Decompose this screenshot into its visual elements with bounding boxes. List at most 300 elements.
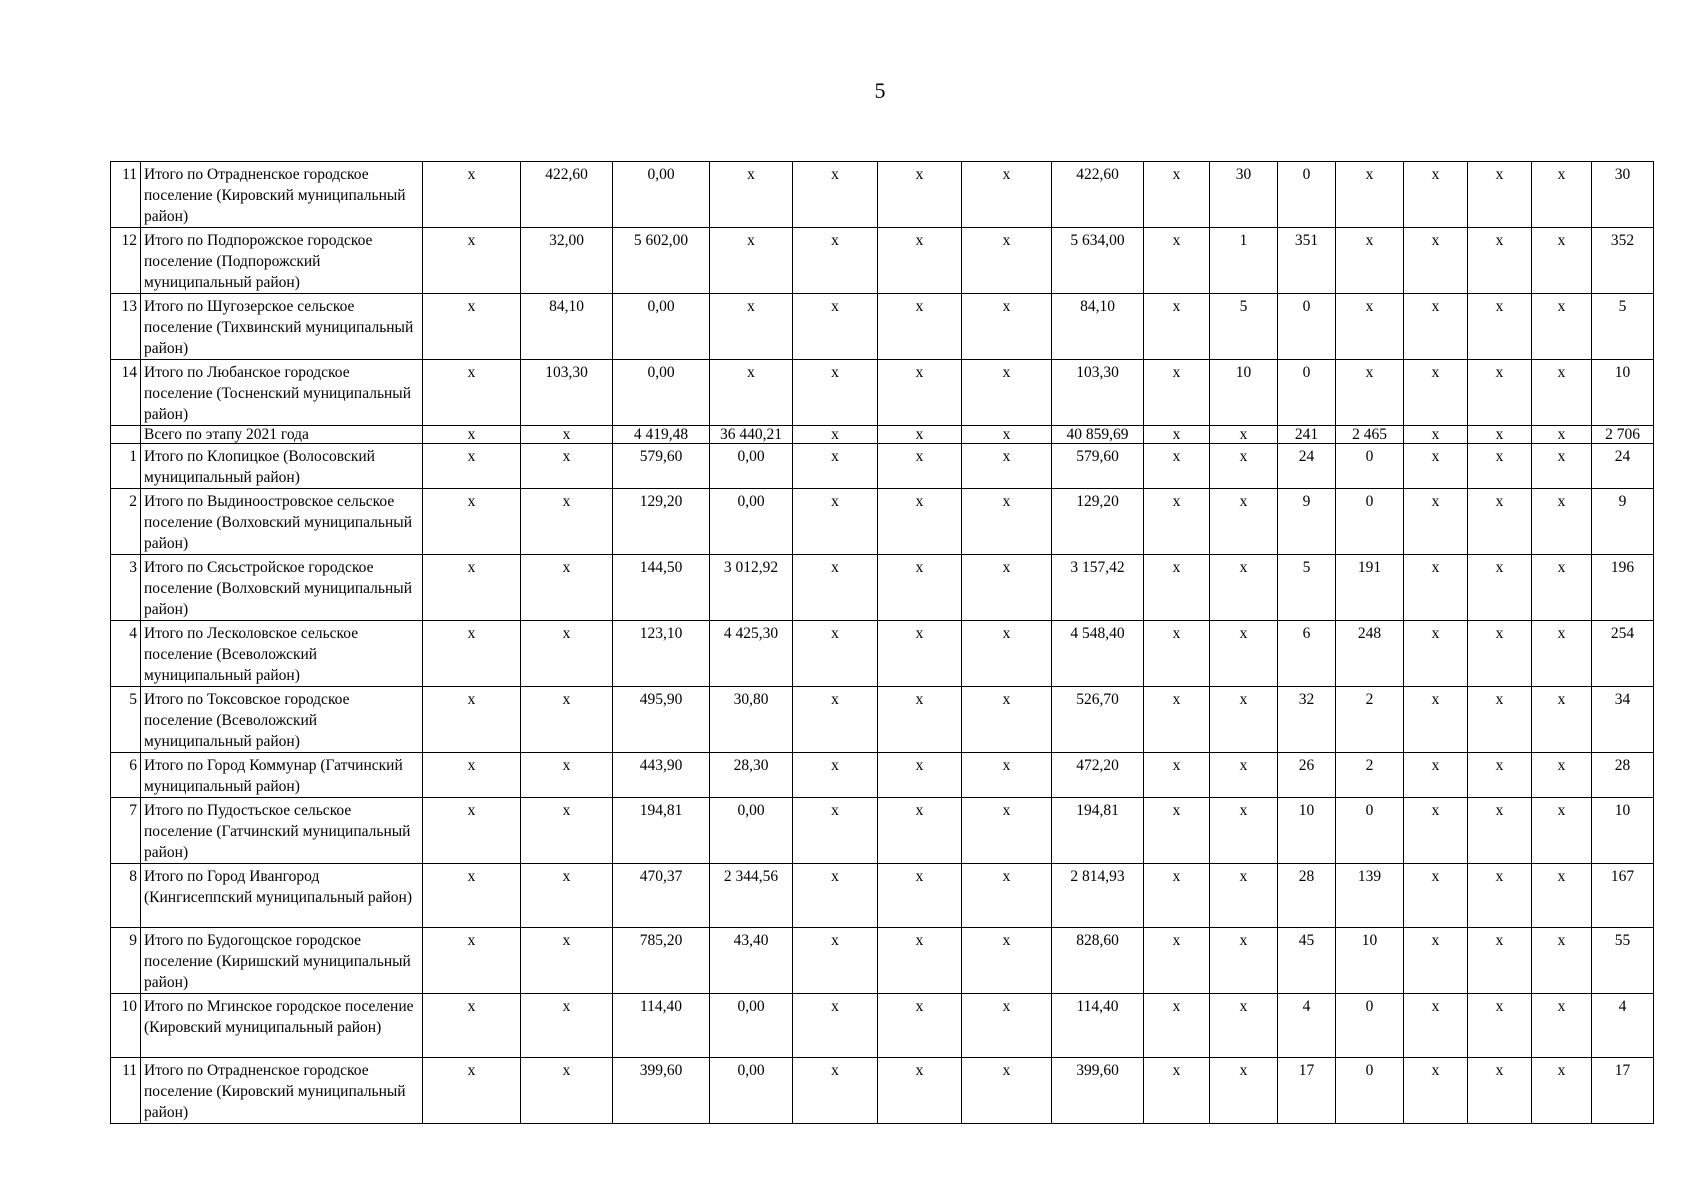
value-cell: х	[1532, 444, 1592, 489]
value-cell: 352	[1592, 228, 1654, 294]
value-cell: 30	[1210, 162, 1278, 228]
value-cell: х	[423, 444, 521, 489]
settlement-name-cell: Итого по Шугозерское сельское поселение (Тихвинский муниципальный район)	[141, 294, 423, 360]
value-cell: 248	[1336, 621, 1404, 687]
row-number-cell: 7	[111, 798, 141, 864]
value-cell: 34	[1592, 687, 1654, 753]
value-cell: 103,30	[1052, 360, 1144, 426]
value-cell: х	[1210, 426, 1278, 444]
value-cell: х	[1144, 864, 1210, 928]
value-cell: 4 425,30	[710, 621, 793, 687]
value-cell: 129,20	[613, 489, 710, 555]
value-cell: х	[1532, 994, 1592, 1058]
value-cell: х	[962, 994, 1052, 1058]
value-cell: х	[423, 687, 521, 753]
value-cell: 0,00	[613, 360, 710, 426]
value-cell: х	[423, 753, 521, 798]
value-cell: х	[1532, 928, 1592, 994]
value-cell: 470,37	[613, 864, 710, 928]
value-cell: 579,60	[1052, 444, 1144, 489]
value-cell: х	[793, 1058, 878, 1124]
value-cell: х	[962, 228, 1052, 294]
value-cell: х	[793, 294, 878, 360]
table-row	[111, 753, 1654, 798]
value-cell: х	[423, 994, 521, 1058]
value-cell: х	[962, 489, 1052, 555]
value-cell: х	[1210, 687, 1278, 753]
page-number: 5	[874, 78, 886, 103]
value-cell: 4	[1278, 994, 1336, 1058]
value-cell: 2 814,93	[1052, 864, 1144, 928]
value-cell: х	[1532, 228, 1592, 294]
value-cell: х	[878, 1058, 962, 1124]
value-cell: 0,00	[710, 444, 793, 489]
value-cell: 28	[1278, 864, 1336, 928]
settlement-name-cell: Итого по Любанское городское поселение (Тосненский муниципальный район)	[141, 360, 423, 426]
settlement-name-cell: Итого по Город Коммунар (Гатчинский муниципальный район)	[141, 753, 423, 798]
value-cell: х	[1144, 687, 1210, 753]
value-cell: 2 344,56	[710, 864, 793, 928]
value-cell: х	[1468, 864, 1532, 928]
value-cell: 114,40	[613, 994, 710, 1058]
value-cell: 45	[1278, 928, 1336, 994]
value-cell: х	[1404, 1058, 1468, 1124]
value-cell: х	[1468, 426, 1532, 444]
settlement-name-cell: Итого по Подпорожское городское поселение (Подпорожский муниципальный район)	[141, 228, 423, 294]
value-cell: 0	[1278, 360, 1336, 426]
value-cell: х	[521, 994, 613, 1058]
value-cell: х	[1404, 426, 1468, 444]
value-cell: х	[521, 753, 613, 798]
value-cell: х	[878, 928, 962, 994]
value-cell: х	[423, 864, 521, 928]
value-cell: х	[1404, 294, 1468, 360]
value-cell: х	[521, 426, 613, 444]
settlement-name-cell: Итого по Будогощское городское поселение (Киришский муниципальный район)	[141, 928, 423, 994]
settlement-name-cell: Итого по Сясьстройское городское поселение (Волховский муниципальный район)	[141, 555, 423, 621]
value-cell: 2	[1336, 687, 1404, 753]
value-cell: х	[521, 489, 613, 555]
value-cell: х	[878, 426, 962, 444]
value-cell: х	[793, 228, 878, 294]
value-cell: х	[1404, 162, 1468, 228]
value-cell: 9	[1278, 489, 1336, 555]
value-cell: 351	[1278, 228, 1336, 294]
value-cell: 241	[1278, 426, 1336, 444]
value-cell: 399,60	[613, 1058, 710, 1124]
value-cell: х	[1468, 928, 1532, 994]
value-cell: 196	[1592, 555, 1654, 621]
value-cell: 0	[1278, 162, 1336, 228]
value-cell: х	[1336, 294, 1404, 360]
value-cell: х	[1144, 360, 1210, 426]
row-number-cell: 11	[111, 1058, 141, 1124]
value-cell: х	[878, 753, 962, 798]
value-cell: 0	[1278, 294, 1336, 360]
value-cell: х	[1210, 864, 1278, 928]
data-table	[110, 161, 1654, 1124]
value-cell: х	[1468, 555, 1532, 621]
value-cell: х	[423, 555, 521, 621]
value-cell: 43,40	[710, 928, 793, 994]
value-cell: 0	[1336, 798, 1404, 864]
value-cell: х	[1468, 1058, 1532, 1124]
value-cell: 0	[1336, 444, 1404, 489]
value-cell: х	[1144, 753, 1210, 798]
value-cell: 30	[1592, 162, 1654, 228]
value-cell: х	[1404, 753, 1468, 798]
value-cell: х	[710, 162, 793, 228]
value-cell: 5	[1592, 294, 1654, 360]
value-cell: х	[878, 444, 962, 489]
value-cell: 0,00	[613, 294, 710, 360]
value-cell: 144,50	[613, 555, 710, 621]
value-cell: х	[1210, 555, 1278, 621]
value-cell: х	[1532, 555, 1592, 621]
value-cell: х	[710, 228, 793, 294]
table-row	[111, 1058, 1654, 1124]
value-cell: 28	[1592, 753, 1654, 798]
value-cell: 0	[1336, 1058, 1404, 1124]
table-row	[111, 555, 1654, 621]
value-cell: 5 634,00	[1052, 228, 1144, 294]
value-cell: 10	[1336, 928, 1404, 994]
value-cell: х	[962, 621, 1052, 687]
value-cell: х	[1532, 753, 1592, 798]
value-cell: х	[1532, 360, 1592, 426]
value-cell: х	[1144, 798, 1210, 864]
value-cell: 3 157,42	[1052, 555, 1144, 621]
value-cell: х	[1144, 1058, 1210, 1124]
value-cell: 422,60	[521, 162, 613, 228]
value-cell: х	[878, 162, 962, 228]
value-cell: х	[1404, 864, 1468, 928]
value-cell: х	[793, 994, 878, 1058]
value-cell: 114,40	[1052, 994, 1144, 1058]
value-cell: х	[793, 426, 878, 444]
value-cell: 0,00	[710, 798, 793, 864]
value-cell: х	[423, 162, 521, 228]
value-cell: 0,00	[710, 994, 793, 1058]
value-cell: 495,90	[613, 687, 710, 753]
value-cell: 785,20	[613, 928, 710, 994]
value-cell: 5	[1210, 294, 1278, 360]
value-cell: х	[1532, 1058, 1592, 1124]
value-cell: х	[793, 162, 878, 228]
value-cell: х	[423, 228, 521, 294]
value-cell: 0,00	[710, 1058, 793, 1124]
value-cell: х	[878, 687, 962, 753]
value-cell: х	[1404, 928, 1468, 994]
value-cell: 167	[1592, 864, 1654, 928]
value-cell: х	[710, 360, 793, 426]
value-cell: 4	[1592, 994, 1654, 1058]
value-cell: 10	[1278, 798, 1336, 864]
value-cell: х	[423, 798, 521, 864]
value-cell: х	[710, 294, 793, 360]
value-cell: х	[793, 687, 878, 753]
value-cell: 194,81	[1052, 798, 1144, 864]
value-cell: х	[1404, 444, 1468, 489]
value-cell: х	[1468, 621, 1532, 687]
table-row	[111, 228, 1654, 294]
value-cell: х	[1210, 994, 1278, 1058]
row-number-cell	[111, 426, 141, 444]
value-cell: 129,20	[1052, 489, 1144, 555]
value-cell: 2 465	[1336, 426, 1404, 444]
value-cell: 443,90	[613, 753, 710, 798]
row-number-cell: 6	[111, 753, 141, 798]
value-cell: 4 548,40	[1052, 621, 1144, 687]
value-cell: х	[1144, 555, 1210, 621]
value-cell: х	[962, 798, 1052, 864]
table-row	[111, 360, 1654, 426]
value-cell: 24	[1278, 444, 1336, 489]
value-cell: х	[962, 753, 1052, 798]
value-cell: х	[1468, 228, 1532, 294]
value-cell: х	[1144, 994, 1210, 1058]
value-cell: 194,81	[613, 798, 710, 864]
table-row	[111, 444, 1654, 489]
value-cell: х	[1532, 864, 1592, 928]
table-row	[111, 489, 1654, 555]
value-cell: х	[793, 753, 878, 798]
value-cell: х	[1144, 489, 1210, 555]
value-cell: х	[521, 864, 613, 928]
settlement-name-cell: Итого по Отрадненское городское поселение (Кировский муниципальный район)	[141, 1058, 423, 1124]
value-cell: х	[962, 1058, 1052, 1124]
value-cell: 579,60	[613, 444, 710, 489]
value-cell: х	[521, 687, 613, 753]
value-cell: х	[1144, 228, 1210, 294]
value-cell: х	[962, 162, 1052, 228]
value-cell: х	[878, 294, 962, 360]
value-cell: 139	[1336, 864, 1404, 928]
table-row	[111, 994, 1654, 1058]
row-number-cell: 9	[111, 928, 141, 994]
value-cell: х	[878, 994, 962, 1058]
value-cell: х	[1532, 621, 1592, 687]
value-cell: 32,00	[521, 228, 613, 294]
value-cell: х	[521, 928, 613, 994]
value-cell: 1	[1210, 228, 1278, 294]
value-cell: 5 602,00	[613, 228, 710, 294]
value-cell: х	[1404, 798, 1468, 864]
value-cell: х	[423, 1058, 521, 1124]
value-cell: 17	[1592, 1058, 1654, 1124]
row-number-cell: 1	[111, 444, 141, 489]
value-cell: х	[793, 928, 878, 994]
value-cell: х	[1210, 753, 1278, 798]
value-cell: х	[1468, 489, 1532, 555]
value-cell: х	[1144, 294, 1210, 360]
value-cell: х	[1404, 687, 1468, 753]
value-cell: х	[1336, 360, 1404, 426]
value-cell: х	[1336, 228, 1404, 294]
value-cell: х	[1468, 162, 1532, 228]
row-number-cell: 4	[111, 621, 141, 687]
table-row	[111, 928, 1654, 994]
value-cell: 2	[1336, 753, 1404, 798]
value-cell: 472,20	[1052, 753, 1144, 798]
value-cell: х	[1404, 555, 1468, 621]
value-cell: 84,10	[521, 294, 613, 360]
value-cell: х	[1404, 994, 1468, 1058]
value-cell: 36 440,21	[710, 426, 793, 444]
value-cell: 9	[1592, 489, 1654, 555]
value-cell: х	[793, 555, 878, 621]
settlement-name-cell: Всего по этапу 2021 года	[141, 426, 423, 444]
value-cell: х	[1144, 621, 1210, 687]
value-cell: 32	[1278, 687, 1336, 753]
value-cell: х	[1532, 687, 1592, 753]
value-cell: х	[423, 360, 521, 426]
row-number-cell: 12	[111, 228, 141, 294]
value-cell: х	[962, 444, 1052, 489]
value-cell: х	[793, 489, 878, 555]
value-cell: х	[1532, 489, 1592, 555]
table-row	[111, 162, 1654, 228]
value-cell: 123,10	[613, 621, 710, 687]
value-cell: 526,70	[1052, 687, 1144, 753]
value-cell: х	[878, 621, 962, 687]
row-number-cell: 2	[111, 489, 141, 555]
value-cell: х	[878, 555, 962, 621]
value-cell: х	[1210, 1058, 1278, 1124]
settlement-name-cell: Итого по Клопицкое (Волосовский муниципальный район)	[141, 444, 423, 489]
value-cell: х	[793, 798, 878, 864]
value-cell: х	[962, 426, 1052, 444]
value-cell: х	[793, 360, 878, 426]
value-cell: х	[423, 621, 521, 687]
value-cell: 399,60	[1052, 1058, 1144, 1124]
value-cell: 191	[1336, 555, 1404, 621]
value-cell: х	[878, 489, 962, 555]
value-cell: х	[1144, 426, 1210, 444]
value-cell: х	[1144, 444, 1210, 489]
value-cell: х	[1532, 426, 1592, 444]
value-cell: х	[1210, 621, 1278, 687]
row-number-cell: 13	[111, 294, 141, 360]
value-cell: 6	[1278, 621, 1336, 687]
value-cell: 828,60	[1052, 928, 1144, 994]
value-cell: х	[1210, 798, 1278, 864]
value-cell: х	[1144, 928, 1210, 994]
value-cell: х	[1468, 753, 1532, 798]
value-cell: х	[1532, 162, 1592, 228]
settlement-name-cell: Итого по Лесколовское сельское поселение (Всеволожский муниципальный район)	[141, 621, 423, 687]
value-cell: х	[423, 294, 521, 360]
value-cell: 55	[1592, 928, 1654, 994]
value-cell: х	[423, 489, 521, 555]
value-cell: х	[1404, 489, 1468, 555]
value-cell: 17	[1278, 1058, 1336, 1124]
value-cell: х	[521, 555, 613, 621]
table-body	[111, 162, 1654, 1124]
row-number-cell: 8	[111, 864, 141, 928]
value-cell: 84,10	[1052, 294, 1144, 360]
value-cell: 30,80	[710, 687, 793, 753]
settlement-name-cell: Итого по Отрадненское городское поселение (Кировский муниципальный район)	[141, 162, 423, 228]
table-row	[111, 798, 1654, 864]
value-cell: х	[1404, 228, 1468, 294]
value-cell: х	[962, 555, 1052, 621]
value-cell: 10	[1592, 360, 1654, 426]
value-cell: х	[878, 228, 962, 294]
settlement-name-cell: Итого по Выдинoостровское сельское поселение (Волховский муниципальный район)	[141, 489, 423, 555]
value-cell: х	[1210, 444, 1278, 489]
value-cell: х	[1468, 798, 1532, 864]
value-cell: 3 012,92	[710, 555, 793, 621]
row-number-cell: 10	[111, 994, 141, 1058]
value-cell: х	[962, 864, 1052, 928]
value-cell: 0,00	[613, 162, 710, 228]
table-row	[111, 621, 1654, 687]
value-cell: 2 706	[1592, 426, 1654, 444]
value-cell: 5	[1278, 555, 1336, 621]
value-cell: х	[1468, 294, 1532, 360]
value-cell: х	[793, 621, 878, 687]
value-cell: х	[423, 426, 521, 444]
value-cell: х	[1532, 294, 1592, 360]
value-cell: х	[521, 621, 613, 687]
value-cell: х	[793, 864, 878, 928]
table-row	[111, 426, 1654, 444]
value-cell: х	[521, 444, 613, 489]
value-cell: 28,30	[710, 753, 793, 798]
settlement-name-cell: Итого по Мгинское городское поселение (Кировский муниципальный район)	[141, 994, 423, 1058]
value-cell: 26	[1278, 753, 1336, 798]
row-number-cell: 11	[111, 162, 141, 228]
value-cell: х	[1468, 994, 1532, 1058]
value-cell: х	[1468, 444, 1532, 489]
value-cell: х	[962, 928, 1052, 994]
settlement-name-cell: Итого по Токсовское городское поселение (Всеволожский муниципальный район)	[141, 687, 423, 753]
table-row	[111, 864, 1654, 928]
value-cell: 103,30	[521, 360, 613, 426]
row-number-cell: 5	[111, 687, 141, 753]
value-cell: 24	[1592, 444, 1654, 489]
value-cell: х	[521, 1058, 613, 1124]
value-cell: 422,60	[1052, 162, 1144, 228]
value-cell: х	[878, 798, 962, 864]
value-cell: х	[962, 294, 1052, 360]
settlement-name-cell: Итого по Город Ивангород (Кингисеппский муниципальный район)	[141, 864, 423, 928]
value-cell: х	[1468, 687, 1532, 753]
value-cell: х	[962, 687, 1052, 753]
value-cell: 4 419,48	[613, 426, 710, 444]
table-row	[111, 294, 1654, 360]
settlement-name-cell: Итого по Пудостьское сельское поселение (Гатчинский муниципальный район)	[141, 798, 423, 864]
value-cell: х	[423, 928, 521, 994]
table-row	[111, 687, 1654, 753]
value-cell: х	[1532, 798, 1592, 864]
value-cell: 0,00	[710, 489, 793, 555]
value-cell: х	[1336, 162, 1404, 228]
value-cell: х	[1404, 621, 1468, 687]
value-cell: х	[1210, 928, 1278, 994]
value-cell: 254	[1592, 621, 1654, 687]
value-cell: х	[1210, 489, 1278, 555]
value-cell: х	[878, 864, 962, 928]
value-cell: 10	[1592, 798, 1654, 864]
value-cell: х	[521, 798, 613, 864]
value-cell: х	[962, 360, 1052, 426]
value-cell: х	[1404, 360, 1468, 426]
value-cell: х	[793, 444, 878, 489]
value-cell: 10	[1210, 360, 1278, 426]
value-cell: х	[878, 360, 962, 426]
